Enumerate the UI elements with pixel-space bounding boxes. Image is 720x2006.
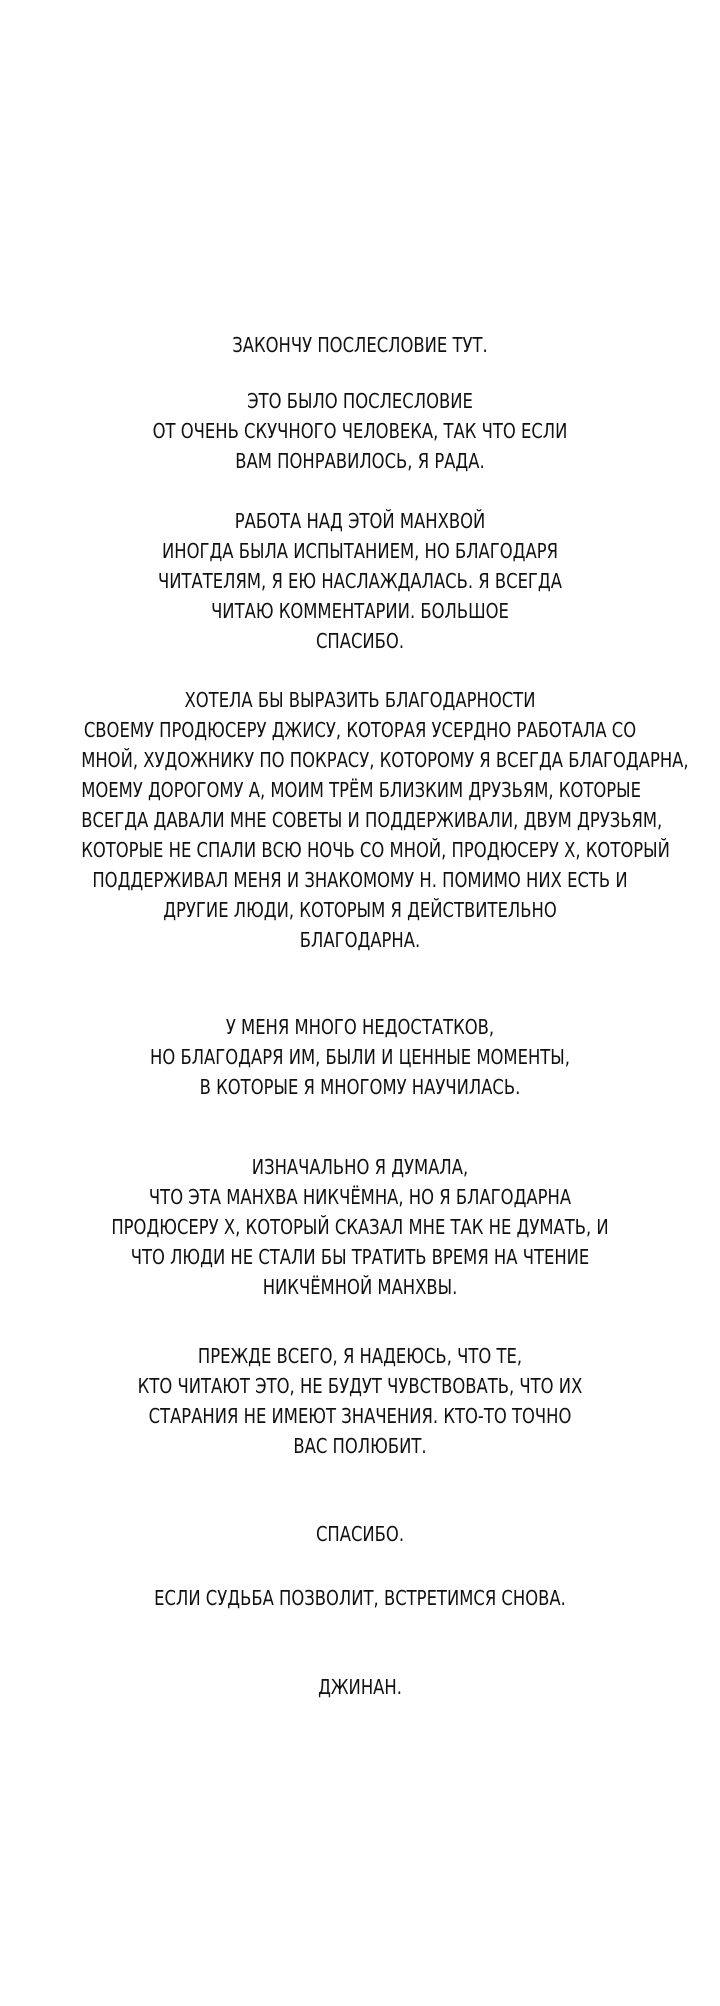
text-line: У МЕНЯ МНОГО НЕДОСТАТКОВ, (225, 1015, 495, 1039)
text-line: ПРОДЮСЕРУ Х, КОТОРЫЙ СКАЗАЛ МНЕ ТАК НЕ ДУМАТЬ, И (111, 1215, 609, 1239)
text-line: ОТ ОЧЕНЬ СКУЧНОГО ЧЕЛОВЕКА, ТАК ЧТО ЕСЛИ (152, 419, 568, 443)
paragraph-boring-person (81, 386, 639, 476)
paragraph-see-you-again (81, 1583, 639, 1613)
text-line: МНОЙ, ХУДОЖНИКУ ПО ПОКРАСУ, КОТОРОМУ Я ВСЕГДА БЛАГОДАРНА, (81, 748, 689, 772)
paragraph-acknowledgements (81, 685, 689, 955)
text-line: ИНОГДА БЫЛА ИСПЫТАНИЕМ, НО БЛАГОДАРЯ (161, 539, 559, 563)
paragraph-shortcomings (81, 1012, 639, 1102)
text-line: ЭТО БЫЛО ПОСЛЕСЛОВИЕ (247, 389, 473, 413)
text-line: КОТОРЫЕ НЕ СПАЛИ ВСЮ НОЧЬ СО МНОЙ, ПРОДЮСЕРУ Х, КОТОРЫЙ (81, 838, 670, 862)
text-line: ЗАКОНЧУ ПОСЛЕСЛОВИЕ ТУТ. (232, 333, 488, 357)
text-line: ПОДДЕРЖИВАЛ МЕНЯ И ЗНАКОМОМУ Н. ПОМИМО НИХ ЕСТЬ И (92, 868, 628, 892)
text-line: ВСЕГДА ДАВАЛИ МНЕ СОВЕТЫ И ПОДДЕРЖИВАЛИ, ДВУМ ДРУЗЬЯМ, (81, 808, 663, 832)
text-line: РАБОТА НАД ЭТОЙ МАНХВОЙ (234, 509, 486, 533)
text-line: СТАРАНИЯ НЕ ИМЕЮТ ЗНАЧЕНИЯ. КТО-ТО ТОЧНО (148, 1404, 572, 1428)
paragraph-worthless-manhwa (81, 1152, 639, 1302)
text-line: НИКЧЁМНОЙ МАНХВЫ. (262, 1275, 458, 1299)
text-line: ЧТО ЭТА МАНХВА НИКЧЁМНА, НО Я БЛАГОДАРНА (148, 1185, 572, 1209)
author-signature (81, 1672, 639, 1702)
text-line: ЕСЛИ СУДЬБА ПОЗВОЛИТ, ВСТРЕТИМСЯ СНОВА. (154, 1586, 566, 1610)
text-line: ДЖИНАН. (318, 1675, 402, 1699)
text-line: ВАС ПОЛЮБИТ. (293, 1434, 427, 1458)
paragraph-hope (81, 1341, 639, 1461)
text-line: СВОЕМУ ПРОДЮСЕРУ ДЖИСУ, КОТОРАЯ УСЕРДНО РАБОТАЛА СО (83, 718, 637, 742)
text-line: СПАСИБО. (315, 1522, 405, 1546)
text-line: БЛАГОДАРНА. (299, 928, 421, 952)
text-line: ВАМ ПОНРАВИЛОСЬ, Я РАДА. (235, 449, 485, 473)
paragraph-closing-note (81, 330, 639, 360)
text-line: КТО ЧИТАЮТ ЭТО, НЕ БУДУТ ЧУВСТВОВАТЬ, ЧТО ИХ (137, 1374, 583, 1398)
text-line: ЧТО ЛЮДИ НЕ СТАЛИ БЫ ТРАТИТЬ ВРЕМЯ НА ЧТЕНИЕ (130, 1245, 590, 1269)
text-line: МОЕМУ ДОРОГОМУ А, МОИМ ТРЁМ БЛИЗКИМ ДРУЗЬЯМ, КОТОРЫЕ (81, 778, 642, 802)
text-line: ЧИТАЮ КОММЕНТАРИИ. БОЛЬШОЕ (211, 599, 509, 623)
text-line: ИЗНАЧАЛЬНО Я ДУМАЛА, (251, 1155, 469, 1179)
text-line: НО БЛАГОДАРЯ ИМ, БЫЛИ И ЦЕННЫЕ МОМЕНТЫ, (150, 1045, 570, 1069)
text-line: ДРУГИЕ ЛЮДИ, КОТОРЫМ Я ДЕЙСТВИТЕЛЬНО (163, 898, 557, 922)
text-line: ЧИТАТЕЛЯМ, Я ЕЮ НАСЛАЖДАЛАСЬ. Я ВСЕГДА (158, 569, 562, 593)
paragraph-thanks (81, 1519, 639, 1549)
text-line: ПРЕЖДЕ ВСЕГО, Я НАДЕЮСЬ, ЧТО ТЕ, (197, 1344, 523, 1368)
text-line: ХОТЕЛА БЫ ВЫРАЗИТЬ БЛАГОДАРНОСТИ (184, 688, 536, 712)
paragraph-readers-thanks (81, 506, 639, 656)
text-line: СПАСИБО. (315, 629, 405, 653)
text-line: В КОТОРЫЕ Я МНОГОМУ НАУЧИЛАСЬ. (199, 1075, 521, 1099)
